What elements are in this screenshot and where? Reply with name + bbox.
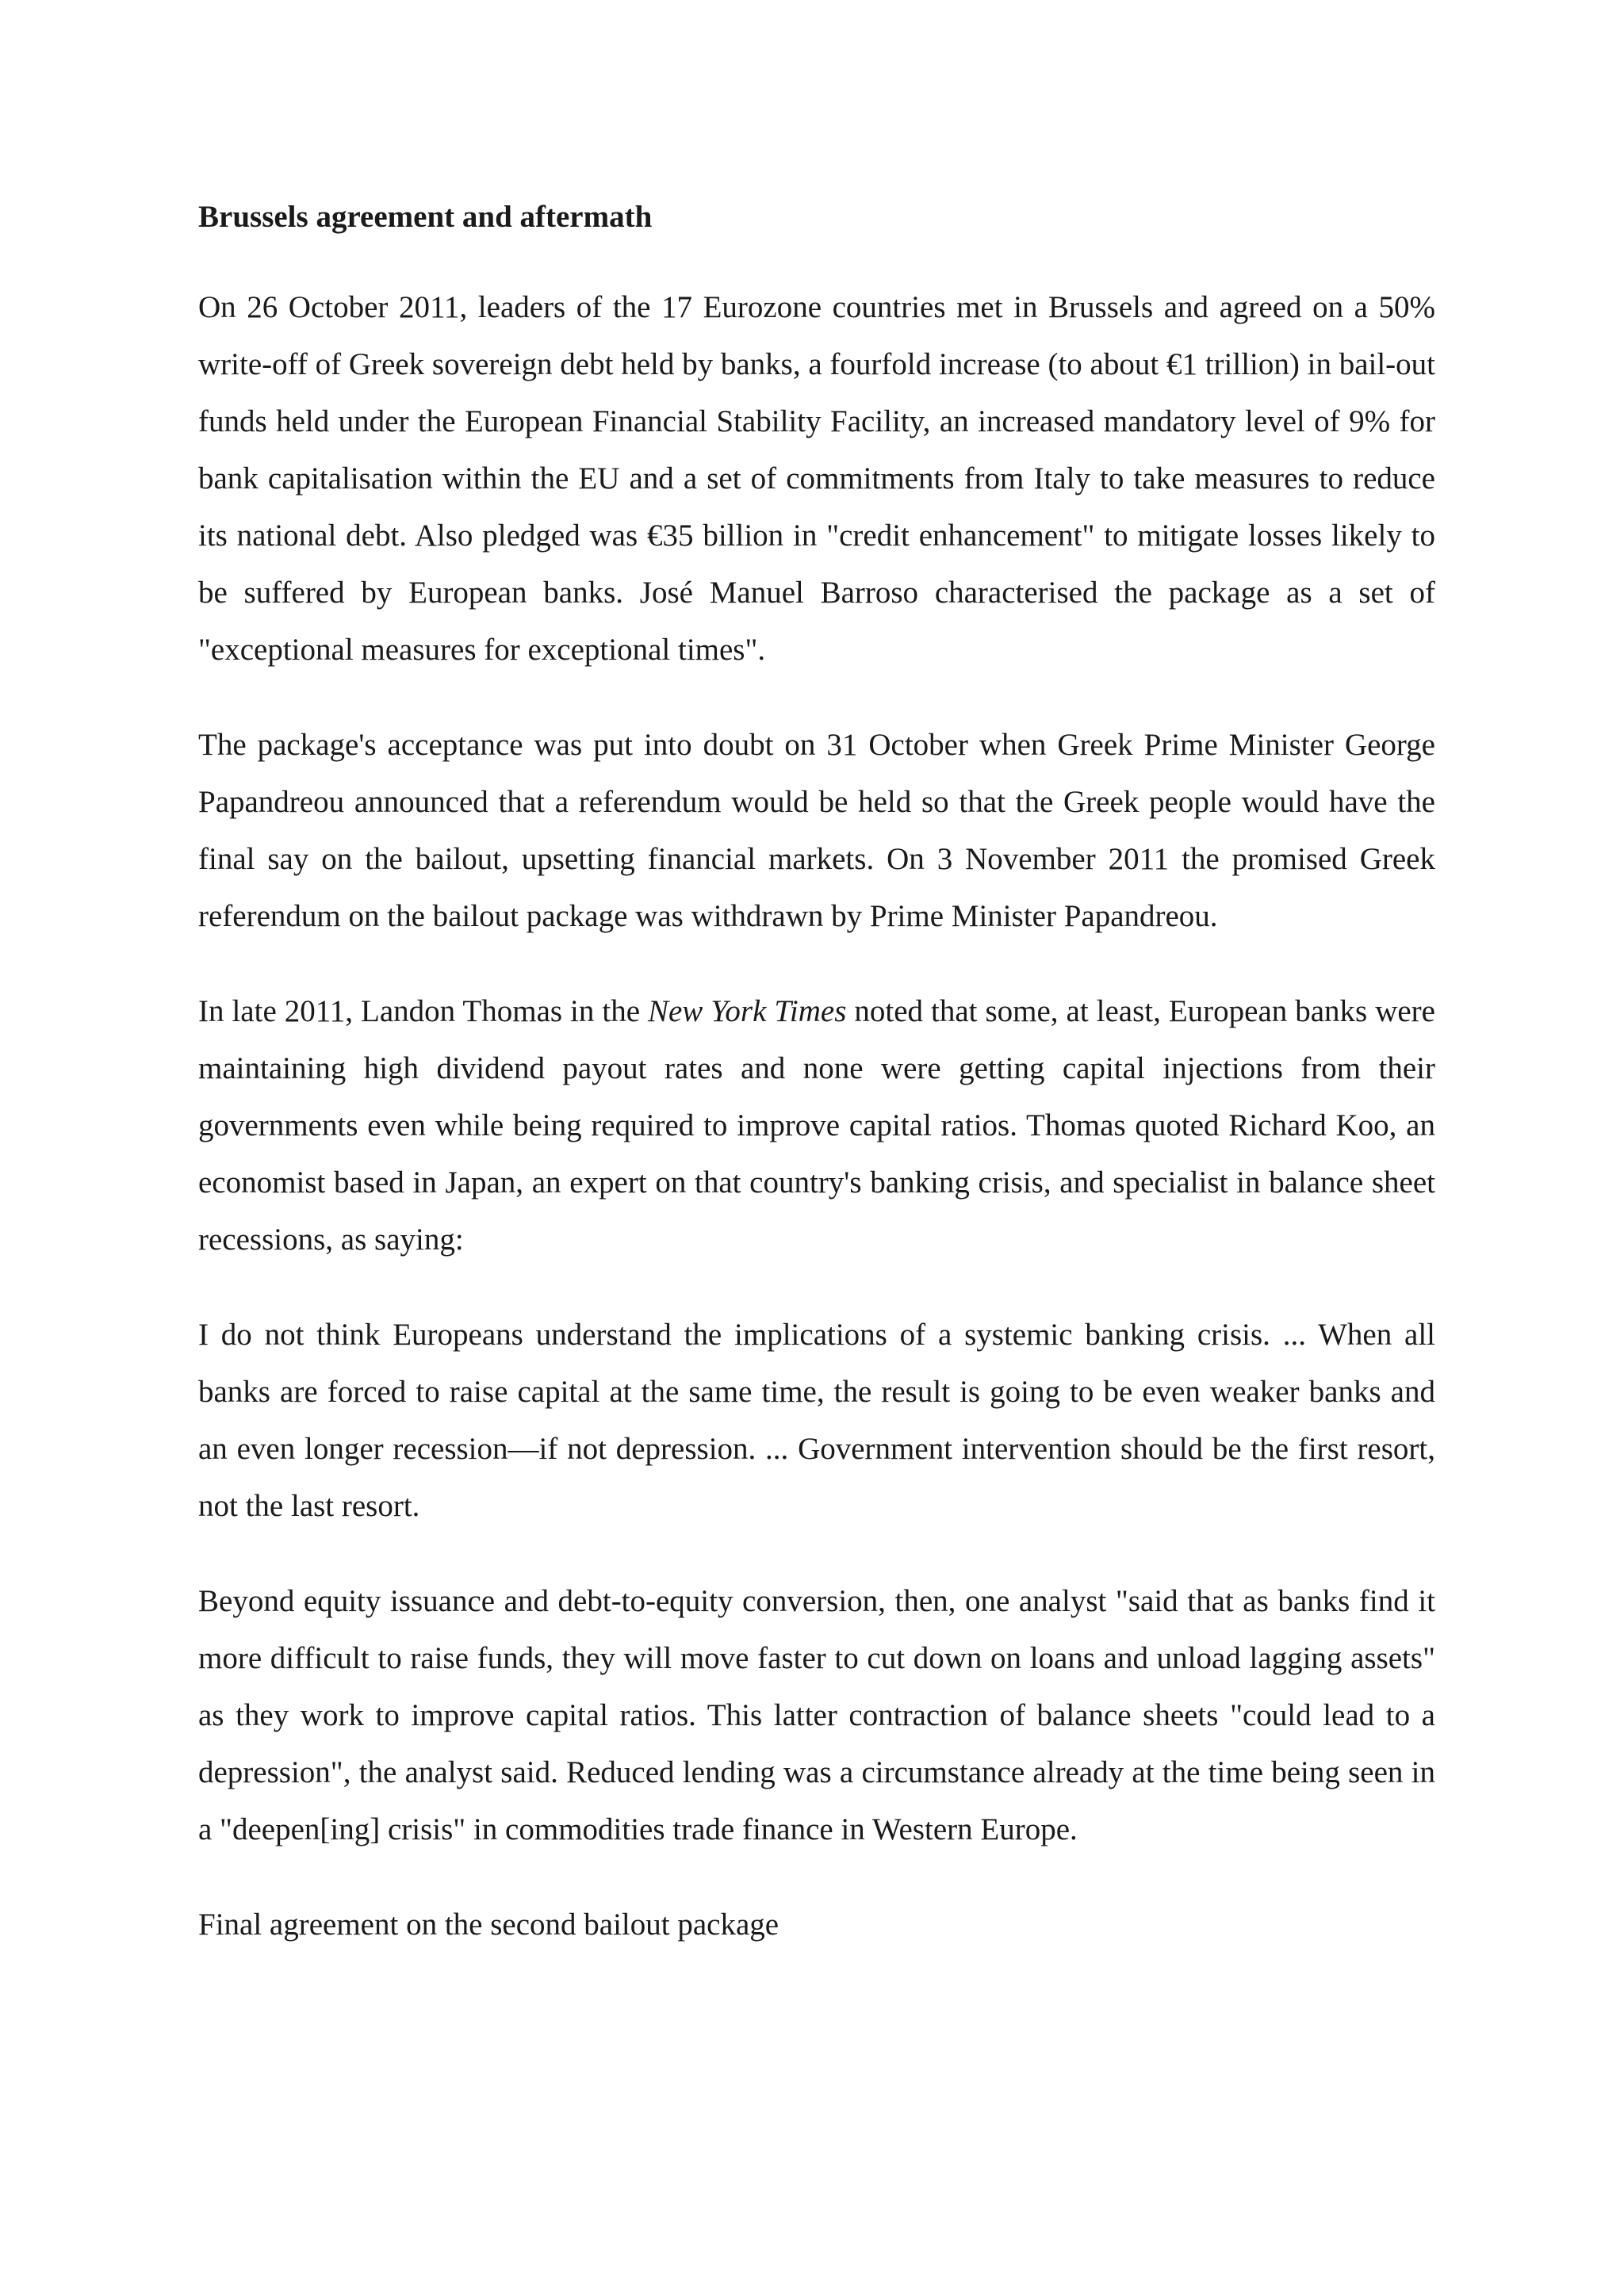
publication-name: New York Times [647,994,847,1028]
paragraph-brussels-agreement: On 26 October 2011, leaders of the 17 Eurozone countries met in Brussels and agreed on a 50% write-off of Greek sovereign debt held by banks, a fourfold increase (to about €1 trillion) in bail-out funds held under the European Financial Stability Facility, an increased mandatory level of 9% for bank capitalisation within the EU and a set of commitments from Italy to take measures to reduce its national debt. Also pledged was €35 billion in "credit enhancement" to mitigate losses likely to be suffered by European banks. José Manuel Barroso characterised the package as a set of "exceptional measures for exceptional times". [198,290,1435,667]
block-quote-richard-koo: I do not think Europeans understand the implications of a systemic banking crisis. ... When all banks are forced to raise capital at the same time, the result is going to be even weaker banks and an even longer recession—if not depression. ... Government intervention should be the first resort, not the last resort. [198,1318,1435,1523]
section-subheading: Final agreement on the second bailout package [198,1908,779,1942]
paragraph-text-start: In late 2011, Landon Thomas in the [198,994,648,1028]
paragraph-referendum: The package's acceptance was put into doubt on 31 October when Greek Prime Minister George Papandreou announced that a referendum would be held so that the Greek people would have the final say on the bailout, upsetting financial markets. On 3 November 2011 the promised Greek referendum on the bailout package was withdrawn by Prime Minister Papandreou. [198,728,1435,933]
paragraph-text-end: noted that some, at least, European banks were maintaining high dividend payout rates and none were getting capital injections from their governments even while being required to improve capital ratios. Thomas quoted Richard Koo, an economist based in Japan, an expert on that country's banking crisis, and specialist in balance sheet recessions, as saying: [198,994,1435,1257]
document-body [198,193,1435,1954]
section-heading: Brussels agreement and aftermath [198,200,653,234]
paragraph-landon-thomas [198,983,1435,1269]
paragraph-analyst: Beyond equity issuance and debt-to-equity conversion, then, one analyst "said that as banks find it more difficult to raise funds, they will move faster to cut down on loans and unload lagging assets" as they work to improve capital ratios. This latter contraction of balance sheets "could lead to a depression", the analyst said. Reduced lending was a circumstance already at the time being seen in a "deepen[ing] crisis" in commodities trade finance in Western Europe. [198,1584,1435,1846]
